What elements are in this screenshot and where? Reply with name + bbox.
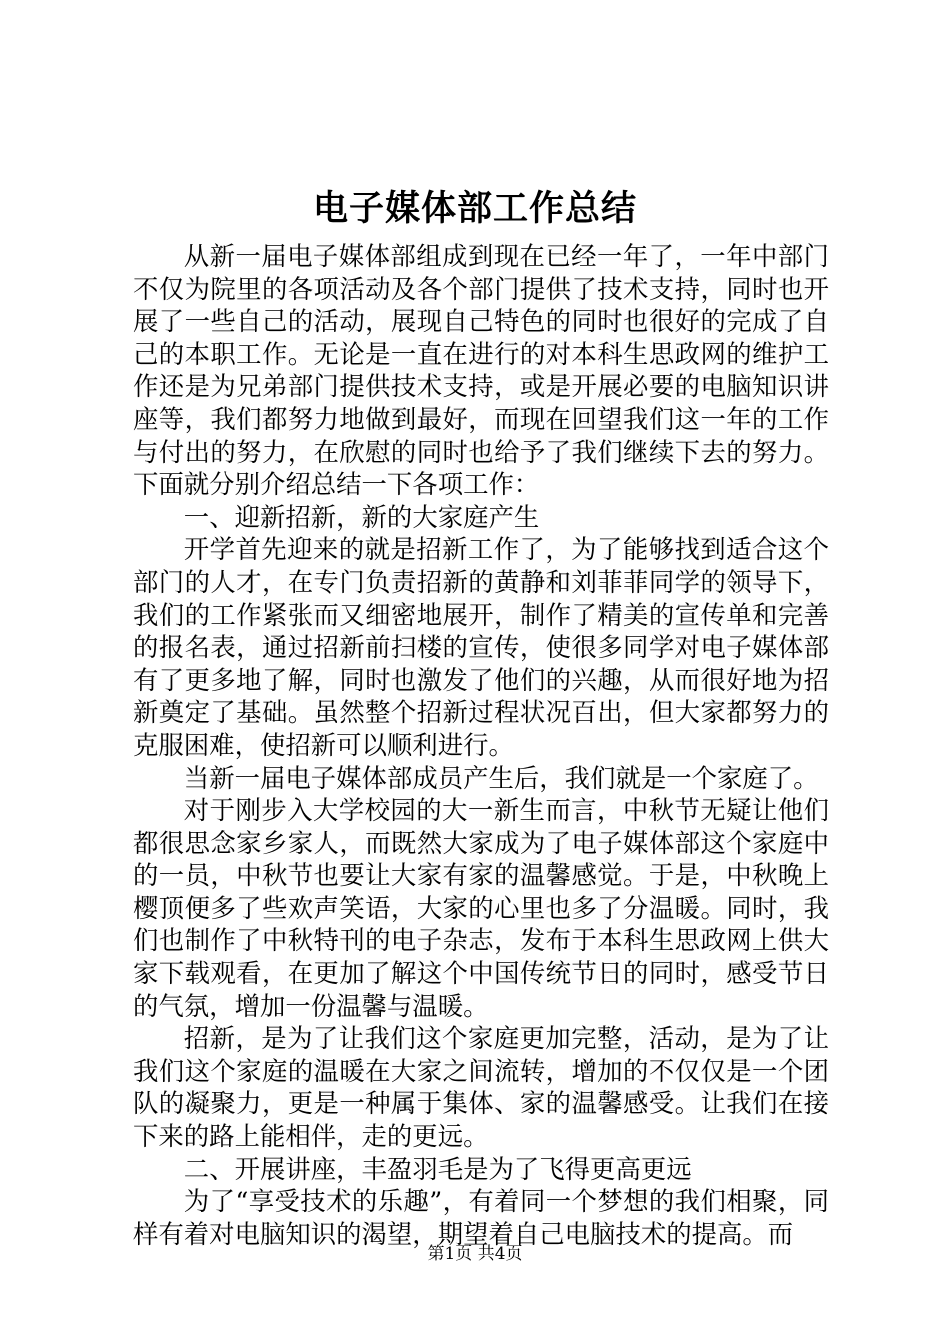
section-heading: 二、开展讲座，丰盈羽毛是为了飞得更高更远 [183, 1153, 692, 1184]
section-heading: 一、迎新招新，新的大家庭产生 [183, 501, 540, 532]
paragraph: 从新一届电子媒体部组成到现在已经一年了，一年中部门不仅为院里的各项活动及各个部门提供了技术支持，同时也开展了一些自己的活动，展现自己特色的同时也很好的完成了自己的本职工作。无论是一直在进行的对本科生思政网的维护工作还是为兄弟部门提供技术支持，或是开展必要的电脑知识讲座等，我们都努力地做到最好，而现在回望我们这一年的工作与付出的努力，在欣慰的同时也给予了我们继续下去的努力。下面就分别介绍总结一下各项工作： [133, 241, 829, 500]
paragraph: 开学首先迎来的就是招新工作了，为了能够找到适合这个部门的人才，在专门负责招新的黄静和刘菲菲同学的领导下，我们的工作紧张而又细密地展开，制作了精美的宣传单和完善的报名表，通过招新前扫楼的宣传，使很多同学对电子媒体部有了更多地了解，同时也激发了他们的兴趣，从而很好地为招新奠定了基础。虽然整个招新过程状况百出，但大家都努力的克服困难，使招新可以顺利进行。 [133, 534, 829, 760]
document-title: 电子媒体部工作总结 [312, 188, 637, 229]
paragraph: 当新一届电子媒体部成员产生后，我们就是一个家庭了。 [183, 762, 819, 793]
paragraph: 招新，是为了让我们这个家庭更加完整，活动，是为了让我们这个家庭的温暖在大家之间流转，增加的不仅仅是一个团队的凝聚力，更是一种属于集体、家的温馨感受。让我们在接下来的路上能相伴，走的更远。 [133, 1023, 829, 1152]
paragraph: 对于刚步入大学校园的大一新生而言，中秋节无疑让他们都很思念家乡家人，而既然大家成为了电子媒体部这个家庭中的一员，中秋节也要让大家有家的温馨感觉。于是，中秋晚上樱顶便多了些欢声笑语，大家的心里也多了分温暖。同时，我们也制作了中秋特刊的电子杂志，发布于本科生思政网上供大家下载观看，在更加了解这个中国传统节日的同时，感受节日的气氛，增加一份温馨与温暖。 [133, 795, 829, 1021]
paragraph: 为了“享受技术的乐趣”，有着同一个梦想的我们相聚，同样有着对电脑知识的渴望，期望着自己电脑技术的提高。而 [133, 1186, 829, 1249]
page-number-footer: 第1页 共4页 [427, 1244, 523, 1264]
document-body [133, 240, 829, 1250]
